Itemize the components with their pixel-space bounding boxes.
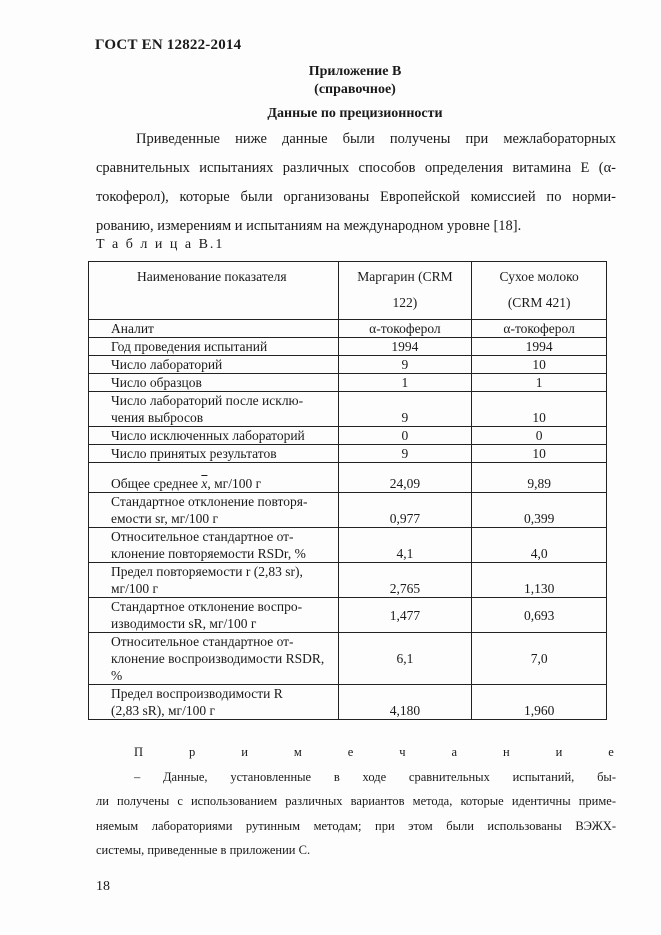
table-row (89, 374, 607, 392)
row-name: Относительное стандартное от- клонение воспроизводимости RSDR, % (89, 633, 339, 685)
value-margarine: 9 (338, 445, 472, 463)
value-margarine: 0,977 (338, 493, 472, 528)
intro-paragraph (96, 125, 616, 241)
standard-code: ГОСТ EN 12822-2014 (95, 37, 242, 53)
row-name: Аналит (89, 320, 339, 338)
row-name: Предел повторяемости r (2,83 sr), мг/100 г (89, 563, 339, 598)
appendix-subtitle: (справочное) (314, 82, 396, 97)
value-margarine: 6,1 (338, 633, 472, 685)
value-milk: 10 (472, 445, 607, 463)
table-row (89, 320, 607, 338)
note-line: системы, приведенные в приложении С. (96, 843, 311, 857)
table-row (89, 528, 607, 563)
paragraph-line: Приведенные ниже данные были получены при межлабораторных (136, 131, 616, 147)
value-milk: 0 (472, 427, 607, 445)
row-name: Число лабораторий (89, 356, 339, 374)
header-milk: Сухое молоко (CRM 421) (472, 262, 607, 320)
header-margarine: Маргарин (CRM 122) (338, 262, 472, 320)
value-margarine: α-токоферол (338, 320, 472, 338)
row-name: Относительное стандартное от- клонение повторяемости RSDr, % (89, 528, 339, 563)
table-caption: Т а б л и ц а В.1 (96, 237, 225, 252)
row-name: Общее среднее $\overline{x}$, мг/100 г (89, 463, 339, 493)
value-margarine: 1,477 (338, 598, 472, 633)
table-row (89, 356, 607, 374)
table-row (89, 445, 607, 463)
value-milk: α-токоферол (472, 320, 607, 338)
value-milk: 9,89 (472, 463, 607, 493)
table-row (89, 633, 607, 685)
table-row (89, 493, 607, 528)
note-label: П р и м е ч а н и е (134, 745, 616, 759)
value-margarine: 1 (338, 374, 472, 392)
value-milk: 1,960 (472, 685, 607, 720)
note-line: ли получены с использованием различных вариантов метода, которые идентичны приме- (96, 794, 616, 808)
row-name: Стандартное отклонение повторя- емости sr, мг/100 г (89, 493, 339, 528)
table-row (89, 598, 607, 633)
paragraph-line: рованию, измерениям и испытаниям на международном уровне [18]. (96, 218, 522, 234)
value-milk: 10 (472, 392, 607, 427)
section-title: Данные по прецизионности (267, 106, 443, 121)
note-line: П р и м е ч а н и е – Данные, установленные в ходе сравнительных испытаний, бы- (96, 740, 616, 789)
value-margarine: 2,765 (338, 563, 472, 598)
table-note (96, 740, 616, 863)
row-name: Стандартное отклонение воспро- изводимости sR, мг/100 г (89, 598, 339, 633)
mean-symbol: $\overline{x}$ (201, 476, 208, 491)
table-row (89, 427, 607, 445)
row-name: Год проведения испытаний (89, 338, 339, 356)
table-row (89, 338, 607, 356)
value-milk: 4,0 (472, 528, 607, 563)
row-name: Число лабораторий после исклю- чения выбросов (89, 392, 339, 427)
value-margarine: 9 (338, 392, 472, 427)
value-milk: 7,0 (472, 633, 607, 685)
table-row (89, 392, 607, 427)
value-milk: 0,693 (472, 598, 607, 633)
value-margarine: 9 (338, 356, 472, 374)
paragraph-line: токоферол), которые были организованы Европейской комиссией по норми- (96, 189, 616, 205)
value-milk: 1,130 (472, 563, 607, 598)
value-margarine: 4,180 (338, 685, 472, 720)
value-milk: 1 (472, 374, 607, 392)
paragraph-line: сравнительных испытаниях различных способов определения витамина Е (α- (96, 160, 616, 176)
header-indicator: Наименование показателя (89, 262, 339, 320)
row-name: Число исключенных лабораторий (89, 427, 339, 445)
value-margarine: 24,09 (338, 463, 472, 493)
appendix-title: Приложение В (308, 64, 402, 79)
value-milk: 1994 (472, 338, 607, 356)
precision-table (88, 261, 607, 720)
table-row (89, 685, 607, 720)
table-header-row (89, 262, 607, 320)
value-margarine: 4,1 (338, 528, 472, 563)
note-line: няемым лабораториями рутинным методам; при этом были использованы ВЭЖХ- (96, 818, 616, 833)
value-milk: 10 (472, 356, 607, 374)
value-milk: 0,399 (472, 493, 607, 528)
row-name: Предел воспроизводимости R (2,83 sR), мг/100 г (89, 685, 339, 720)
row-name: Число принятых результатов (89, 445, 339, 463)
page-number: 18 (96, 879, 110, 894)
table-row (89, 463, 607, 493)
row-name: Число образцов (89, 374, 339, 392)
value-margarine: 1994 (338, 338, 472, 356)
value-margarine: 0 (338, 427, 472, 445)
table-row (89, 563, 607, 598)
